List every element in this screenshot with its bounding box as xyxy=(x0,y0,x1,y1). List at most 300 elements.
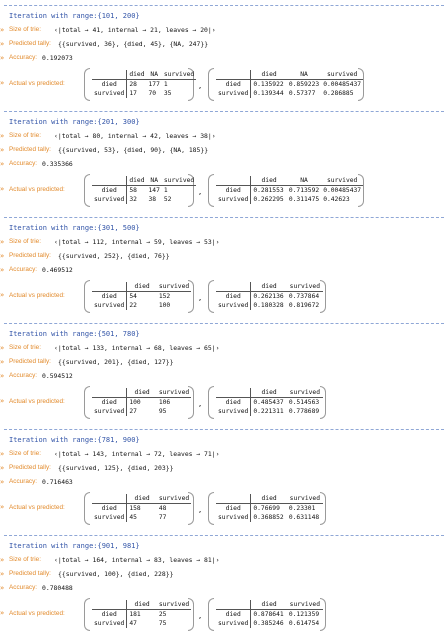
size-label: Size of trie: xyxy=(9,556,41,563)
matrix-row-header: survived xyxy=(216,619,251,628)
matrix-row-header: died xyxy=(216,80,251,90)
matrix-cell: 147 xyxy=(148,187,160,194)
tally-row xyxy=(0,144,448,156)
matrix-row xyxy=(216,89,363,98)
matrix-cell: 0.23301 xyxy=(288,505,316,512)
section-separator xyxy=(4,323,444,324)
iteration-header: Iteration with range:{301, 500} xyxy=(9,224,140,232)
matrix-col-header: NA xyxy=(287,176,321,186)
matrix-cell: 0.00485437 xyxy=(323,187,362,194)
matrix-col-header: died xyxy=(127,176,147,186)
matrix-row xyxy=(92,619,191,628)
matrix-row xyxy=(216,195,363,204)
matrix-row xyxy=(92,80,196,90)
matrix-col-header: died xyxy=(127,388,157,398)
iteration-header-row xyxy=(0,116,448,128)
tally-label: Predicted tally: xyxy=(9,464,51,471)
size-value: ‹|total → 41, internal → 21, leaves → 20|› xyxy=(54,26,216,34)
matrix-left-paren xyxy=(208,68,214,101)
matrix-row xyxy=(216,301,323,310)
matrix-table xyxy=(92,600,191,628)
matrix xyxy=(84,174,194,207)
accuracy-row xyxy=(0,52,448,64)
matrix-col-header: died xyxy=(251,388,287,398)
matrix-row-header: survived xyxy=(216,407,251,416)
bullet-icon: » xyxy=(0,238,5,246)
matrix-cell: 0.311475 xyxy=(288,196,320,203)
matrix-row xyxy=(92,610,191,620)
matrix-row-header: survived xyxy=(92,513,127,522)
matrix-row xyxy=(92,504,191,514)
matrix-cell: 152 xyxy=(158,293,171,300)
matrix-row-header: died xyxy=(92,80,127,90)
iteration-header-row xyxy=(0,540,448,552)
matrix-left-paren xyxy=(84,174,90,207)
iteration-header-row xyxy=(0,434,448,446)
matrix-cell: 0.737864 xyxy=(288,293,320,300)
accuracy-row xyxy=(0,582,448,594)
matrix-row-header: died xyxy=(92,186,127,196)
matrix-cell: 158 xyxy=(129,505,141,512)
matrix-row-header: survived xyxy=(216,89,251,98)
size-row xyxy=(0,342,448,354)
matrix-row-header: died xyxy=(216,398,251,408)
matrix-col-header: survived xyxy=(163,177,195,184)
matrix-cell: 0.631148 xyxy=(288,514,320,521)
bullet-icon: » xyxy=(0,40,5,48)
accuracy-label: Accuracy: xyxy=(9,584,38,591)
matrix-col-header: died xyxy=(127,600,157,610)
matrix-cell: 47 xyxy=(129,620,137,627)
matrix-col-header: died xyxy=(251,70,287,80)
matrix-col-header: NA xyxy=(287,70,321,80)
accuracy-row xyxy=(0,476,448,488)
actual-vs-predicted-label: Actual vs predicted: xyxy=(9,504,65,511)
matrix-corner xyxy=(92,70,127,80)
matrix-separator-comma: , xyxy=(198,188,203,196)
size-label: Size of trie: xyxy=(9,450,41,457)
bullet-icon: » xyxy=(0,609,5,617)
matrix-col-header: died xyxy=(127,282,157,292)
bullet-icon: » xyxy=(0,132,5,140)
matrix-corner xyxy=(92,600,127,610)
matrix-col-header: NA xyxy=(147,70,162,80)
matrix-left-paren xyxy=(84,492,90,525)
matrix-cell: 100 xyxy=(158,302,171,309)
tally-value: {{survived, 100}, {died, 228}} xyxy=(58,570,174,578)
matrix-cell: 45 xyxy=(129,514,137,521)
actual-vs-predicted-row xyxy=(0,68,448,102)
matrix-row xyxy=(216,504,323,514)
accuracy-value: 0.716463 xyxy=(42,478,73,486)
matrix-row xyxy=(92,513,191,522)
iteration-header: Iteration with range:{201, 300} xyxy=(9,118,140,126)
matrix-col-header: NA xyxy=(147,176,162,186)
matrix-row-header: died xyxy=(216,186,251,196)
matrix-cell: 0.00485437 xyxy=(323,81,362,88)
matrix-col-header: died xyxy=(251,282,287,292)
tally-label: Predicted tally: xyxy=(9,40,51,47)
matrix-row-header: survived xyxy=(216,301,251,310)
matrix-col-header: survived xyxy=(158,283,190,290)
matrix-table xyxy=(216,494,323,522)
bullet-icon: » xyxy=(0,185,5,193)
matrix-row-header: survived xyxy=(92,89,127,98)
bullet-icon: » xyxy=(0,450,5,458)
matrix-corner xyxy=(216,600,251,610)
iteration-header-row xyxy=(0,222,448,234)
tally-label: Predicted tally: xyxy=(9,252,51,259)
iteration-header-row xyxy=(0,328,448,340)
matrix xyxy=(208,598,326,631)
matrix-cell: 0.286885 xyxy=(323,90,354,97)
matrix-cell: 0.262295 xyxy=(253,196,284,203)
matrix-separator-comma: , xyxy=(198,82,203,90)
matrix-separator-comma: , xyxy=(198,400,203,408)
accuracy-row xyxy=(0,264,448,276)
matrix-header-row xyxy=(216,600,323,610)
matrix-corner xyxy=(216,70,251,80)
bullet-icon: » xyxy=(0,26,5,34)
matrix xyxy=(208,492,326,525)
size-label: Size of trie: xyxy=(9,238,41,245)
matrix-row xyxy=(92,186,196,196)
actual-vs-predicted-label: Actual vs predicted: xyxy=(9,292,65,299)
matrix-left-paren xyxy=(208,386,214,419)
size-value: ‹|total → 143, internal → 72, leaves → 71|› xyxy=(54,450,220,458)
matrix-row-header: survived xyxy=(92,619,127,628)
matrix-header-row xyxy=(92,70,196,80)
matrix-cell: 0.878641 xyxy=(253,611,284,618)
bullet-icon: » xyxy=(0,160,5,168)
matrix-header-row xyxy=(92,388,191,398)
accuracy-label: Accuracy: xyxy=(9,160,38,167)
bullet-icon: » xyxy=(0,478,5,486)
matrix-cell: 1 xyxy=(163,81,168,88)
matrix-col-header: survived xyxy=(321,70,363,80)
matrix-row xyxy=(216,186,363,196)
matrix-col-header: survived xyxy=(158,601,190,608)
matrix-table xyxy=(92,282,191,310)
matrix-corner xyxy=(92,282,127,292)
matrix-left-paren xyxy=(208,174,214,207)
bullet-icon: » xyxy=(0,79,5,87)
matrix-cell: 0.42623 xyxy=(323,196,350,203)
section-separator xyxy=(4,111,444,112)
matrix-cell: 100 xyxy=(129,399,141,406)
size-value: ‹|total → 80, internal → 42, leaves → 38|› xyxy=(54,132,216,140)
bullet-icon: » xyxy=(0,358,5,366)
accuracy-label: Accuracy: xyxy=(9,266,38,273)
matrix-col-header: died xyxy=(251,494,287,504)
matrix xyxy=(208,280,326,313)
iteration-header-row xyxy=(0,10,448,22)
matrix-row-header: died xyxy=(216,610,251,620)
matrix-cell: 48 xyxy=(158,505,167,512)
size-row xyxy=(0,448,448,460)
matrix-left-paren xyxy=(84,386,90,419)
tally-value: {{survived, 201}, {died, 127}} xyxy=(58,358,174,366)
actual-vs-predicted-label: Actual vs predicted: xyxy=(9,398,65,405)
matrix-row xyxy=(216,398,323,408)
matrix-cell: 38 xyxy=(148,196,157,203)
matrix-row xyxy=(92,195,196,204)
matrix-cell: 0.180328 xyxy=(253,302,284,309)
matrix-cell: 75 xyxy=(158,620,167,627)
matrix-cell: 0.819672 xyxy=(288,302,320,309)
actual-vs-predicted-row xyxy=(0,174,448,208)
matrix-left-paren xyxy=(208,492,214,525)
matrix-row xyxy=(92,89,196,98)
matrix-left-paren xyxy=(84,598,90,631)
size-value: ‹|total → 164, internal → 83, leaves → 81|› xyxy=(54,556,220,564)
matrix-cell: 1 xyxy=(163,187,168,194)
bullet-icon: » xyxy=(0,54,5,62)
matrix-cell: 0.859223 xyxy=(288,81,320,88)
matrix-table xyxy=(216,388,323,416)
size-value: ‹|total → 112, internal → 59, leaves → 53|› xyxy=(54,238,220,246)
matrix xyxy=(84,386,194,419)
matrix-row xyxy=(92,292,191,302)
matrix-col-header: survived xyxy=(158,495,190,502)
bullet-icon: » xyxy=(0,252,5,260)
matrix-row xyxy=(216,610,323,620)
matrix-col-header: survived xyxy=(287,600,323,610)
matrix xyxy=(208,386,326,419)
matrix-cell: 0.221311 xyxy=(253,408,284,415)
accuracy-label: Accuracy: xyxy=(9,54,38,61)
size-row xyxy=(0,130,448,142)
matrix-cell: 181 xyxy=(129,611,141,618)
matrix-corner xyxy=(216,388,251,398)
matrix-row xyxy=(216,292,323,302)
matrix-cell: 52 xyxy=(163,196,172,203)
matrix-cell: 0.135922 xyxy=(253,81,284,88)
section-separator xyxy=(4,535,444,536)
matrix-corner xyxy=(216,282,251,292)
size-row xyxy=(0,554,448,566)
matrix-left-paren xyxy=(84,68,90,101)
section-separator xyxy=(4,5,444,6)
matrix-cell: 0.281553 xyxy=(253,187,284,194)
matrix-col-header: died xyxy=(127,494,157,504)
section-separator xyxy=(4,429,444,430)
matrix-col-header: survived xyxy=(321,176,363,186)
matrix-header-row xyxy=(216,494,323,504)
matrix xyxy=(208,174,364,207)
bullet-icon: » xyxy=(0,584,5,592)
matrix-header-row xyxy=(216,388,323,398)
tally-label: Predicted tally: xyxy=(9,570,51,577)
matrix-row-header: died xyxy=(216,504,251,514)
matrix-cell: 0.485437 xyxy=(253,399,284,406)
matrix-table xyxy=(92,70,196,98)
matrix-corner xyxy=(216,494,251,504)
matrix-cell: 25 xyxy=(158,611,167,618)
bullet-icon: » xyxy=(0,372,5,380)
matrix-cell: 0.368852 xyxy=(253,514,284,521)
matrix-col-header: survived xyxy=(158,389,190,396)
accuracy-value: 0.192073 xyxy=(42,54,73,62)
tally-value: {{survived, 252}, {died, 76}} xyxy=(58,252,170,260)
matrix-cell: 54 xyxy=(129,293,137,300)
matrix-row-header: survived xyxy=(92,301,127,310)
matrix-row xyxy=(216,80,363,90)
matrix-row-header: died xyxy=(216,292,251,302)
matrix-row-header: survived xyxy=(216,195,251,204)
matrix-header-row xyxy=(92,494,191,504)
matrix-cell: 177 xyxy=(148,81,160,88)
matrix-cell: 58 xyxy=(129,187,137,194)
matrix-row-header: survived xyxy=(216,513,251,522)
matrix-corner xyxy=(92,176,127,186)
size-label: Size of trie: xyxy=(9,26,41,33)
section-separator xyxy=(4,217,444,218)
matrix-left-paren xyxy=(208,598,214,631)
matrix-row xyxy=(92,398,191,408)
tally-label: Predicted tally: xyxy=(9,358,51,365)
matrix-header-row xyxy=(216,176,363,186)
matrix xyxy=(84,68,194,101)
tally-row xyxy=(0,356,448,368)
matrix-cell: 106 xyxy=(158,399,171,406)
matrix-col-header: died xyxy=(251,176,287,186)
matrix xyxy=(84,492,194,525)
bullet-icon: » xyxy=(0,291,5,299)
matrix-cell: 0.514563 xyxy=(288,399,320,406)
actual-vs-predicted-label: Actual vs predicted: xyxy=(9,80,65,87)
matrix-left-paren xyxy=(84,280,90,313)
size-row xyxy=(0,236,448,248)
matrix-cell: 17 xyxy=(129,90,137,97)
size-label: Size of trie: xyxy=(9,132,41,139)
matrix-row-header: survived xyxy=(92,407,127,416)
size-value: ‹|total → 133, internal → 68, leaves → 65|› xyxy=(54,344,220,352)
matrix-row-header: survived xyxy=(92,195,127,204)
bullet-icon: » xyxy=(0,464,5,472)
matrix-header-row xyxy=(92,600,191,610)
iteration-header: Iteration with range:{501, 780} xyxy=(9,330,140,338)
matrix-cell: 0.713592 xyxy=(288,187,320,194)
tally-label: Predicted tally: xyxy=(9,146,51,153)
bullet-icon: » xyxy=(0,570,5,578)
matrix-col-header: died xyxy=(251,600,287,610)
actual-vs-predicted-row xyxy=(0,280,448,314)
actual-vs-predicted-label: Actual vs predicted: xyxy=(9,610,65,617)
matrix-cell: 27 xyxy=(129,408,137,415)
matrix-separator-comma: , xyxy=(198,612,203,620)
iteration-header: Iteration with range:{781, 900} xyxy=(9,436,140,444)
matrix-col-header: survived xyxy=(287,494,323,504)
matrix-col-header: survived xyxy=(287,282,323,292)
matrix-cell: 0.121359 xyxy=(288,611,320,618)
matrix-row-header: died xyxy=(92,292,127,302)
tally-value: {{survived, 125}, {died, 203}} xyxy=(58,464,174,472)
matrix-row xyxy=(216,619,323,628)
matrix-separator-comma: , xyxy=(198,506,203,514)
matrix-cell: 70 xyxy=(148,90,157,97)
bullet-icon: » xyxy=(0,266,5,274)
matrix-row xyxy=(216,407,323,416)
matrix xyxy=(84,598,194,631)
matrix-cell: 35 xyxy=(163,90,172,97)
iteration-header: Iteration with range:{101, 200} xyxy=(9,12,140,20)
accuracy-row xyxy=(0,370,448,382)
matrix-cell: 0.778689 xyxy=(288,408,320,415)
matrix-header-row xyxy=(216,70,363,80)
accuracy-value: 0.780488 xyxy=(42,584,73,592)
matrix-cell: 32 xyxy=(129,196,137,203)
matrix-header-row xyxy=(92,282,191,292)
matrix-left-paren xyxy=(208,280,214,313)
bullet-icon: » xyxy=(0,344,5,352)
matrix-cell: 0.57377 xyxy=(288,90,316,97)
matrix-corner xyxy=(216,176,251,186)
actual-vs-predicted-row xyxy=(0,386,448,420)
matrix-corner xyxy=(92,388,127,398)
matrix-table xyxy=(216,70,363,98)
tally-row xyxy=(0,38,448,50)
matrix-table xyxy=(216,282,323,310)
tally-value: {{survived, 36}, {died, 45}, {NA, 247}} xyxy=(58,40,209,48)
matrix-header-row xyxy=(92,176,196,186)
actual-vs-predicted-label: Actual vs predicted: xyxy=(9,186,65,193)
matrix-cell: 0.614754 xyxy=(288,620,320,627)
matrix-row xyxy=(216,513,323,522)
matrix-row-header: died xyxy=(92,610,127,620)
matrix-cell: 77 xyxy=(158,514,167,521)
accuracy-label: Accuracy: xyxy=(9,372,38,379)
matrix-table xyxy=(92,388,191,416)
accuracy-value: 0.335366 xyxy=(42,160,73,168)
matrix-cell: 0.262136 xyxy=(253,293,284,300)
matrix-table xyxy=(216,600,323,628)
iteration-header: Iteration with range:{901, 981} xyxy=(9,542,140,550)
matrix-col-header: survived xyxy=(163,71,195,78)
size-row xyxy=(0,24,448,36)
accuracy-row xyxy=(0,158,448,170)
accuracy-value: 0.594512 xyxy=(42,372,73,380)
matrix-table xyxy=(92,176,196,204)
matrix-cell: 0.385246 xyxy=(253,620,284,627)
accuracy-value: 0.469512 xyxy=(42,266,73,274)
size-label: Size of trie: xyxy=(9,344,41,351)
matrix-row xyxy=(92,407,191,416)
matrix xyxy=(84,280,194,313)
bullet-icon: » xyxy=(0,556,5,564)
tally-row xyxy=(0,568,448,580)
matrix-cell: 95 xyxy=(158,408,167,415)
matrix-table xyxy=(216,176,363,204)
matrix-col-header: died xyxy=(127,70,147,80)
bullet-icon: » xyxy=(0,503,5,511)
matrix-row xyxy=(92,301,191,310)
matrix-row-header: died xyxy=(92,504,127,514)
matrix-separator-comma: , xyxy=(198,294,203,302)
bullet-icon: » xyxy=(0,146,5,154)
matrix-col-header: survived xyxy=(287,388,323,398)
matrix-cell: 0.139344 xyxy=(253,90,284,97)
matrix xyxy=(208,68,364,101)
matrix-corner xyxy=(92,494,127,504)
bullet-icon: » xyxy=(0,397,5,405)
matrix-row-header: died xyxy=(92,398,127,408)
matrix-table xyxy=(92,494,191,522)
matrix-cell: 0.76699 xyxy=(253,505,280,512)
matrix-header-row xyxy=(216,282,323,292)
actual-vs-predicted-row xyxy=(0,598,448,632)
matrix-cell: 28 xyxy=(129,81,137,88)
